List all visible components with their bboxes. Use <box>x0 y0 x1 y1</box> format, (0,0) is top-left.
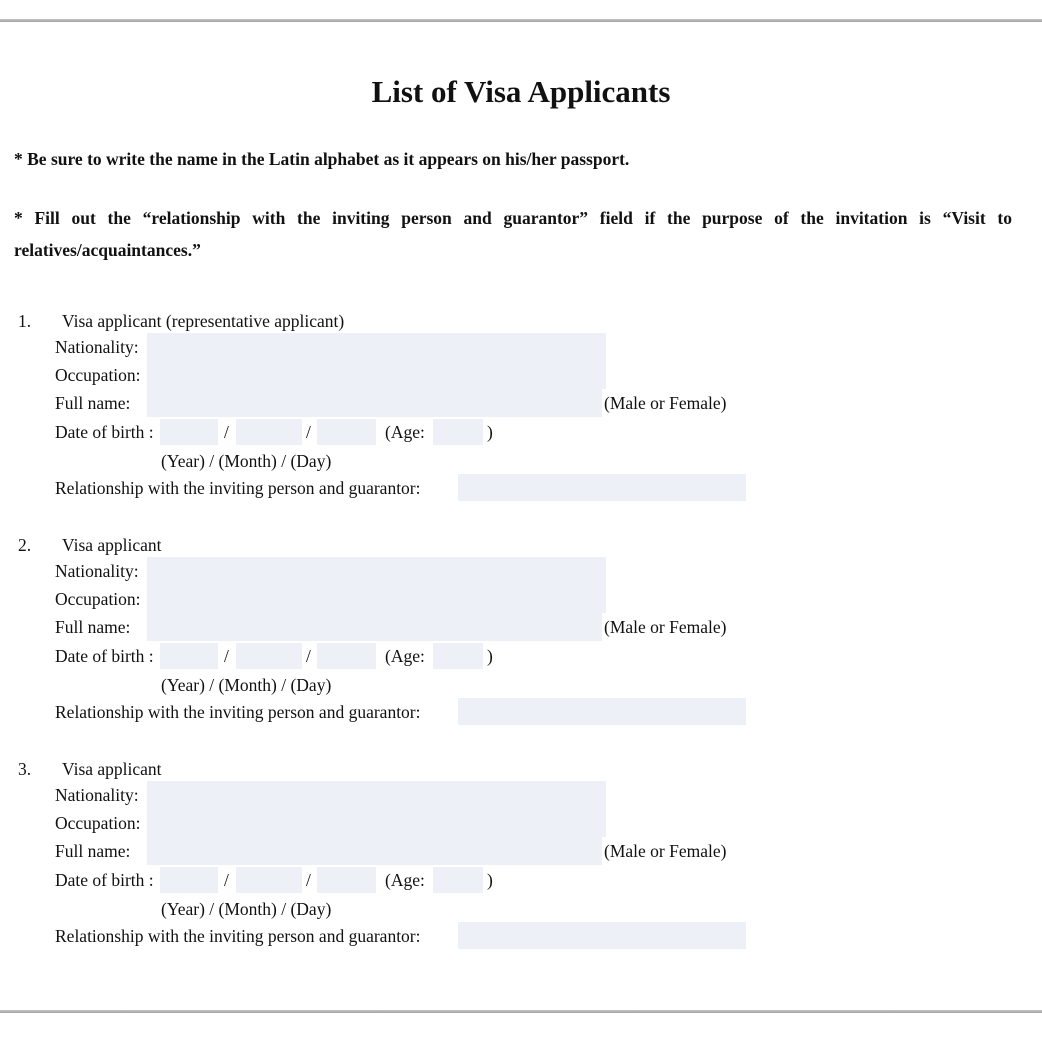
occupation-field[interactable] <box>147 809 606 837</box>
dob-slash-icon: / <box>306 422 311 442</box>
birth-month-field[interactable] <box>236 643 302 669</box>
nationality-label: Nationality: <box>55 337 139 357</box>
gender-hint: (Male or Female) <box>604 617 727 637</box>
gender-hint: (Male or Female) <box>604 841 727 861</box>
date-of-birth-label: Date of birth : <box>55 422 154 442</box>
section-title: Visa applicant (representative applicant) <box>62 311 345 331</box>
relationship-field[interactable] <box>458 698 746 725</box>
relationship-label: Relationship with the inviting person and guarantor: <box>55 926 421 946</box>
dob-slash-icon: / <box>306 870 311 890</box>
birth-month-field[interactable] <box>236 867 302 893</box>
age-field[interactable] <box>433 643 483 669</box>
section-number: 2. <box>18 535 32 555</box>
birth-day-field[interactable] <box>317 419 376 445</box>
top-rule <box>0 19 1042 22</box>
section-number: 3. <box>18 759 32 779</box>
dob-slash-icon: / <box>224 870 229 890</box>
full-name-label: Full name: <box>55 393 131 413</box>
age-field[interactable] <box>433 867 483 893</box>
bottom-rule <box>0 1010 1042 1013</box>
date-of-birth-label: Date of birth : <box>55 646 154 666</box>
occupation-label: Occupation: <box>55 813 141 833</box>
section-title: Visa applicant <box>62 759 162 779</box>
age-label: (Age: <box>385 646 425 666</box>
age-paren-close: ) <box>487 422 493 442</box>
relationship-field[interactable] <box>458 474 746 501</box>
birth-year-field[interactable] <box>160 867 218 893</box>
section-number: 1. <box>18 311 32 331</box>
nationality-field[interactable] <box>147 781 606 809</box>
relationship-label: Relationship with the inviting person and guarantor: <box>55 702 421 722</box>
age-field[interactable] <box>433 419 483 445</box>
nationality-label: Nationality: <box>55 561 139 581</box>
birth-year-field[interactable] <box>160 643 218 669</box>
applicant-section-1 <box>0 310 1042 515</box>
full-name-field[interactable] <box>147 837 602 865</box>
dob-slash-icon: / <box>224 422 229 442</box>
dob-format-hint: (Year) / (Month) / (Day) <box>161 451 332 471</box>
nationality-field[interactable] <box>147 557 606 585</box>
applicant-section-2 <box>0 534 1042 739</box>
relationship-label: Relationship with the inviting person and guarantor: <box>55 478 421 498</box>
occupation-label: Occupation: <box>55 589 141 609</box>
nationality-label: Nationality: <box>55 785 139 805</box>
age-paren-close: ) <box>487 646 493 666</box>
age-paren-close: ) <box>487 870 493 890</box>
birth-day-field[interactable] <box>317 867 376 893</box>
dob-format-hint: (Year) / (Month) / (Day) <box>161 899 332 919</box>
birth-day-field[interactable] <box>317 643 376 669</box>
dob-slash-icon: / <box>306 646 311 666</box>
applicant-section-3 <box>0 758 1042 963</box>
dob-format-hint: (Year) / (Month) / (Day) <box>161 675 332 695</box>
dob-slash-icon: / <box>224 646 229 666</box>
occupation-label: Occupation: <box>55 365 141 385</box>
full-name-field[interactable] <box>147 613 602 641</box>
relationship-field[interactable] <box>458 922 746 949</box>
date-of-birth-label: Date of birth : <box>55 870 154 890</box>
page-title: List of Visa Applicants <box>371 74 671 109</box>
birth-year-field[interactable] <box>160 419 218 445</box>
note-latin-alphabet: * Be sure to write the name in the Latin alphabet as it appears on his/her passport. <box>14 149 630 169</box>
note-relationship-field: * Fill out the “relationship with the inviting person and guarantor” field if the purpose of the invitation is “Visit to relatives/acquaintances.” <box>14 208 1012 260</box>
nationality-field[interactable] <box>147 333 606 361</box>
full-name-label: Full name: <box>55 617 131 637</box>
occupation-field[interactable] <box>147 585 606 613</box>
section-title: Visa applicant <box>62 535 162 555</box>
gender-hint: (Male or Female) <box>604 393 727 413</box>
full-name-field[interactable] <box>147 389 602 417</box>
birth-month-field[interactable] <box>236 419 302 445</box>
age-label: (Age: <box>385 422 425 442</box>
full-name-label: Full name: <box>55 841 131 861</box>
age-label: (Age: <box>385 870 425 890</box>
occupation-field[interactable] <box>147 361 606 389</box>
